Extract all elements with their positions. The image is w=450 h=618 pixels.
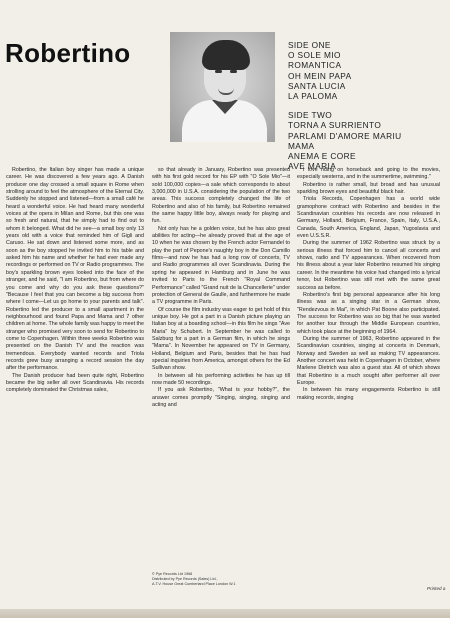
paragraph: Robertino's first big personal appearance after his long illness was as a singing star in a German show, "Rendezvous in Mai", in which Pat Boone also participated. The success for Robertino was so big that he was wanted for another tour through the Middle European countries, which took place at the beginning of 1964.: [297, 291, 440, 335]
paragraph: The Danish producer had been quite right, Robertino became the big seller all over Scandinavia. His records completely dominated the Christmas sales,: [6, 372, 144, 394]
page-title: Robertino: [5, 38, 131, 68]
photo-hair: [202, 40, 250, 70]
paragraph: Not only has he a golden voice, but he has also great abilities for acting—he already proved that at the age of 10 when he was chosen by the French actor Fernandel to play the part of Pepone's naughty boy in the Don Camillo films—and now he has had a long row of concerts, TV and Radio programmes all over Scandinavia. During the spring he appeared in Hamburg and in June he was invited to Paris to the French "Royal Command Performance" called "Grand nuit de la Chancellerie" under protection of General de Gaulle, and furthermore he made a TV programme in Paris.: [152, 225, 290, 306]
track-item: PARLAMI D'AMORE MARIU: [288, 130, 402, 141]
credit-line: © Pye Records Ltd 1968: [152, 572, 193, 576]
paragraph: If you ask Robertino, "What is your hobby?", the answer comes promptly "Singing, singing, singing and acting and: [152, 387, 290, 408]
paragraph: Robertino is rather small, but broad and has unusual sparkling brown eyes and beautiful black hair.: [297, 181, 440, 196]
paragraph: In between his many engagements Robertino is still making records, singing: [297, 387, 440, 401]
paragraph: In between all his performing activities he has up till now made 50 recordings.: [152, 372, 290, 386]
track-item: AVE MARIA: [288, 161, 337, 172]
paragraph: Robertino, the Italian boy singer has made a unique career. He was discovered a few years ago. A Danish producer one day crossed a small square in Rome when strolling around to feel the atmosphere of the Eternal City. Suddenly he stopped and listened—from a small café he heard a wonderful voice. He had heard many wonderful voices at the opera in Milan and Rome, but this one was so fresh and natural, that he simply had to find out to whom it belonged. What did he see—a small boy only 13 years old with a voice that reminded him of Gigli and Caruso. He sat down and listened some more, and as soon as the boy stopped he invited him to his table and asked him his name and whether he had ever made any recordings or performed on TV or Radio programmes. The boy's sparkling brown eyes looked into the face of the stranger, and he said, "I am Robertino, but from where do you come and why do you ask these questions?" "Because I feel that you can become a big success from where I come—Let us go home to your parents and talk". Robertino led the producer to a small apartment in the neighbourhood and found Papa and Mama and 7 other children at home. The whole family was happy to meet the stranger who promised very soon to send for Robertino to come to Copenhagen. Within three weeks Robertino was presented on the Danish TV and the reaction was tremendous. Everybody wanted records and Triola records grew busy arranging a record session the day after the performance.: [6, 167, 144, 372]
track-item: MAMA: [288, 140, 315, 151]
credit-line: A.T.V. House Great Cumberland Place London W.1: [152, 581, 236, 586]
paragraph: I love riding on horseback and going to the movies, especially westerns, and in the summertime, swimming.": [297, 167, 440, 181]
track-item: TORNA A SURRIENTO: [288, 120, 382, 131]
track-item: OH MEIN PAPA: [288, 70, 352, 81]
liner-notes-column-3: [297, 167, 440, 402]
track-item: ROMANTICA: [288, 60, 342, 71]
side-one-label: SIDE ONE: [288, 40, 331, 50]
artist-photo: [170, 32, 275, 142]
photo-eye-right: [230, 70, 237, 73]
printed-note: Printed a: [427, 586, 446, 591]
track-item: ANEMA E CORE: [288, 151, 356, 162]
side-two-label: SIDE TWO: [288, 110, 333, 121]
track-item: O SOLE MIO: [288, 50, 341, 61]
tracklist: [288, 40, 448, 171]
credit-line: Distributed by Pye Records (Sales) Ltd.,: [152, 576, 218, 581]
paragraph: so that already in January, Robertino was presented with his first gold record for his EP with "O Sole Mio"—it sold 100,000 copies—a sale which corresponds to about 3,000,000 in U.S.A. considering the population of the two areas. This success completely changed the life of Robertino and also of his family, but Robertino remained the same happy little boy, always ready for playing and fun.: [152, 167, 290, 225]
paragraph: During the summer of 1963, Robertino appeared in the Scandinavian countries, singing at concerts in Denmark, Norway and Sweden as well as making TV appearances. Another concert was held in Copenhagen in October, where Marlene Dietrich was also a guest star. All of which shows that Robertino is a much sought after performer all over Europe.: [297, 335, 440, 386]
liner-notes-column-1: [6, 167, 144, 395]
track-item: SANTA LUCIA: [288, 80, 346, 91]
paragraph: Of course the film industry was eager to get hold of this unique boy. He got a part in a Danish picture playing an Italian boy at a boarding school—in this film he sings "Ave Maria" by Schubert. In September he was called to Salzburg for a part in a German film, in which he sings "Mama". In November he appeared on TV in Germany, Holland, Belgium and Paris, besides that he has had special inquiries from America, amongst others for the Ed Sullivan show.: [152, 306, 290, 372]
label-credits: [152, 572, 302, 586]
paragraph: Triola Records, Copenhagen has a world wide gramophone contract with Robertino and besides in the Scandinavian countries his records are now released in Germany, Holland, Belgium, France, Spain, Italy, U.S.A., Canada, South America, England, Japan, Yugoslavia and even U.S.S.R.: [297, 196, 440, 240]
paragraph: During the summer of 1962 Robertino was struck by a serious illness that forced him to cancel all concerts and shows, radio and TV appearances. When recovered from his illness about a year later Robertino resumed his singing career. In the meantime his voice had changed into a lyrical tenor, but Robertino was still met with the same great success as before.: [297, 240, 440, 291]
photo-eye-left: [215, 70, 222, 73]
track-item: LA PALOMA: [288, 91, 338, 102]
sleeve-edge: [0, 609, 450, 618]
liner-notes-column-2: [152, 167, 290, 409]
